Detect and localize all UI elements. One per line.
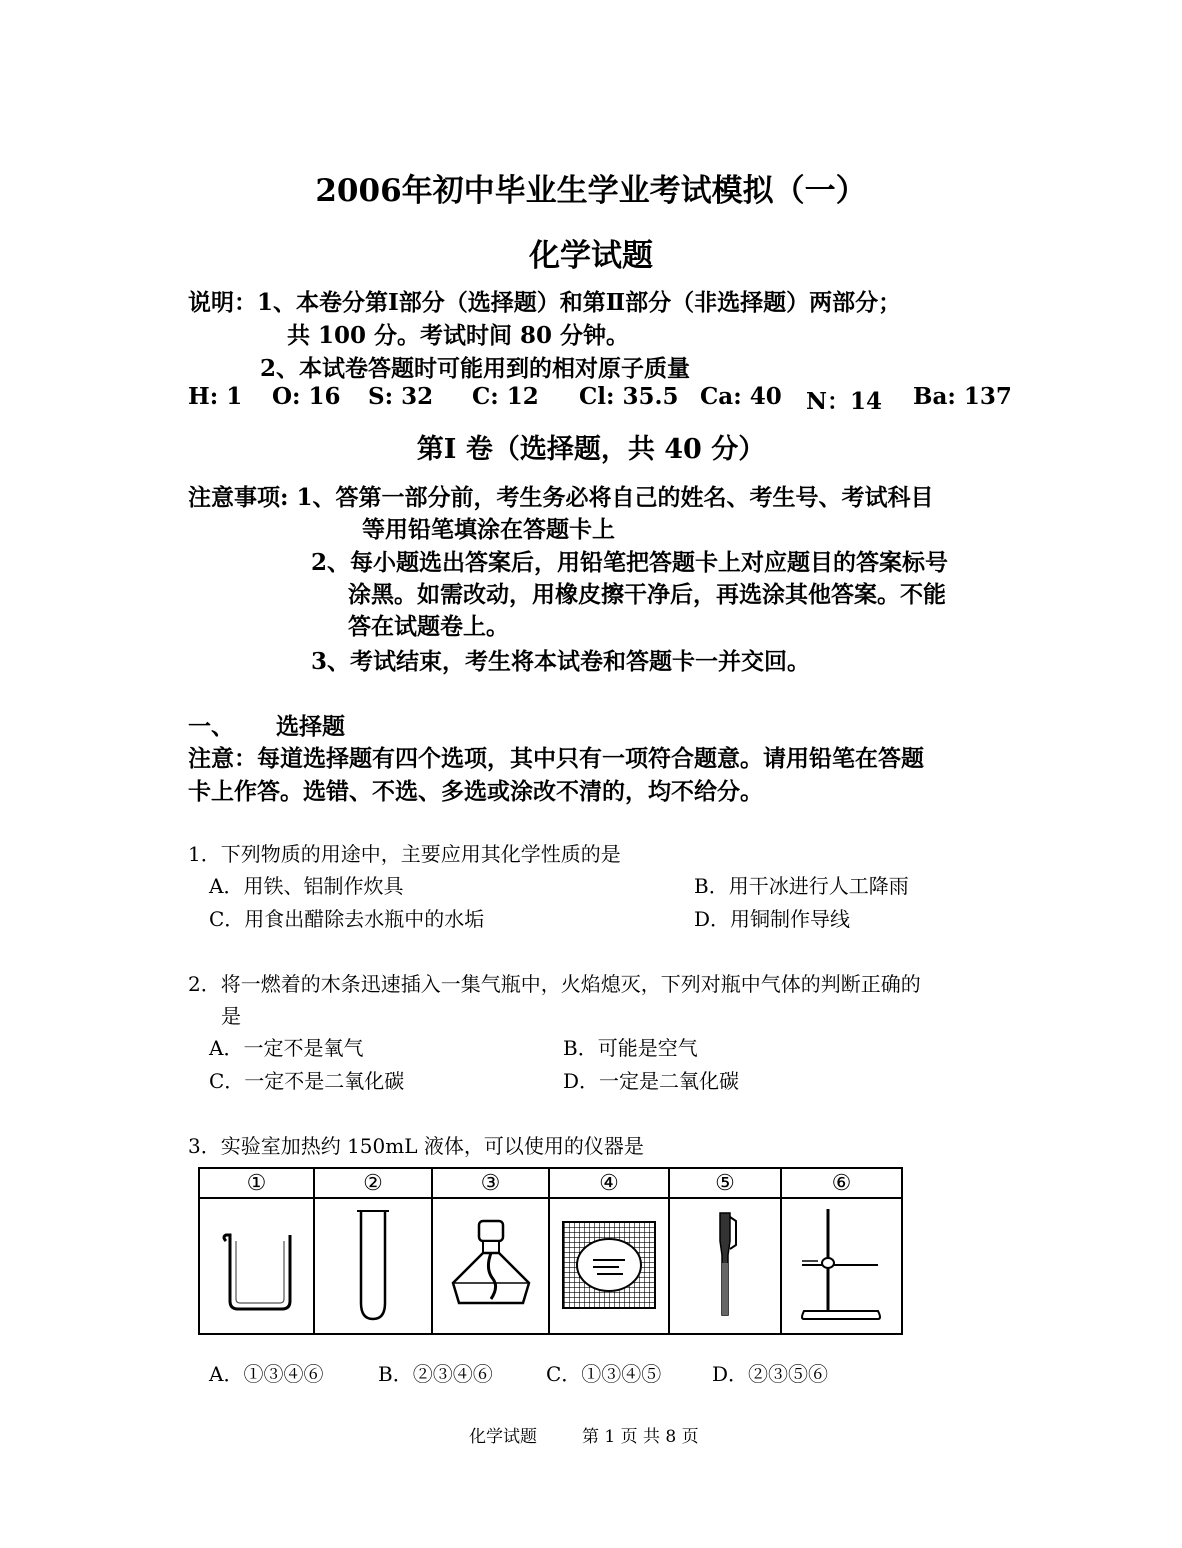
mass-cl: Cl: 35.5 [579,383,679,410]
question-1-option-d: D．用铜制作导线 [694,907,851,931]
mass-s: S: 32 [368,383,434,410]
question-3-option-a: A．①③④⑥ [209,1362,324,1386]
question-1-stem: 1．下列物质的用途中，主要应用其化学性质的是 [188,842,621,866]
instrument-cell-1 [199,1198,314,1334]
iron-stand-icon [792,1201,892,1327]
notes-line-3: 2、本试卷答题时可能用到的相对原子质量 [260,355,691,382]
part-one-number: 一、 [188,713,234,740]
notes-line-1: 说明：1、本卷分第Ⅰ部分（选择题）和第Ⅱ部分（非选择题）两部分； [188,289,902,316]
question-1-option-b: B．用干冰进行人工降雨 [694,874,909,898]
beaker-icon [212,1209,302,1319]
alcohol-lamp-icon [441,1209,541,1319]
exam-title: 2006年初中毕业生学业考试模拟（一） [315,173,867,209]
attention-line-1: 注意事项: 1、答第一部分前，考生务必将自己的姓名、考生号、考试科目 [188,484,934,511]
instrument-table [198,1167,903,1335]
question-2-stem-cont: 是 [221,1004,241,1028]
mass-c: C: 12 [472,383,539,410]
question-3-option-c: C．①③④⑤ [546,1362,662,1386]
instrument-number-3: ③ [432,1168,549,1198]
part-one-note-2: 卡上作答。选错、不选、多选或涂改不清的，均不给分。 [188,778,763,805]
mass-ca: Ca: 40 [700,383,782,410]
question-3-stem: 3．实验室加热约 150mL 液体，可以使用的仪器是 [188,1134,644,1158]
notes-line-2: 共 100 分。考试时间 80 分钟。 [287,322,630,349]
part-one-name: 选择题 [276,713,345,740]
attention-line-3: 2、每小题选出答案后，用铅笔把答题卡上对应题目的答案标号 [311,549,949,576]
question-2-stem: 2．将一燃着的木条迅速插入一集气瓶中，火焰熄灭，下列对瓶中气体的判断正确的 [188,972,921,996]
part-one-note-1: 注意：每道选择题有四个选项，其中只有一项符合题意。请用铅笔在答题 [188,745,924,772]
wire-gauze-icon [559,1212,659,1316]
question-3-option-b: B．②③④⑥ [378,1362,493,1386]
question-1-option-c: C．用食出醋除去水瓶中的水垢 [209,907,485,931]
attention-line-2: 等用铅笔填涂在答题卡上 [362,516,615,543]
question-1-option-a: A．用铁、铝制作炊具 [209,874,404,898]
mass-o: O: 16 [272,383,341,410]
instrument-number-6: ⑥ [781,1168,902,1198]
instrument-cell-6 [781,1198,902,1334]
mass-h: H: 1 [188,383,243,410]
test-tube-icon [343,1203,403,1325]
question-3-option-d: D．②③⑤⑥ [712,1362,829,1386]
footer-page: 第 1 页 共 8 页 [582,1427,699,1447]
mass-ba: Ba: 137 [913,383,1012,410]
instrument-cell-4 [549,1198,669,1334]
question-2-option-a: A．一定不是氧气 [209,1036,364,1060]
instrument-number-2: ② [314,1168,432,1198]
instrument-cell-3 [432,1198,549,1334]
attention-line-5: 答在试题卷上。 [348,613,509,640]
instrument-number-1: ① [199,1168,314,1198]
section-title: 第Ⅰ 卷（选择题，共 40 分） [416,434,766,465]
question-2-option-c: C．一定不是二氧化碳 [209,1069,405,1093]
attention-line-4: 涂黑。如需改动，用橡皮擦干净后，再选涂其他答案。不能 [348,581,946,608]
instrument-number-4: ④ [549,1168,669,1198]
question-2-option-d: D．一定是二氧化碳 [563,1069,740,1093]
instrument-number-5: ⑤ [669,1168,781,1198]
mass-n: N：14 [806,388,883,415]
test-tube-holder-icon [700,1203,750,1325]
question-2-option-b: B．可能是空气 [563,1036,698,1060]
footer-subject: 化学试题 [469,1427,537,1447]
subject-title: 化学试题 [529,238,653,274]
attention-line-6: 3、考试结束，考生将本试卷和答题卡一并交回。 [311,648,811,675]
instrument-cell-5 [669,1198,781,1334]
instrument-cell-2 [314,1198,432,1334]
